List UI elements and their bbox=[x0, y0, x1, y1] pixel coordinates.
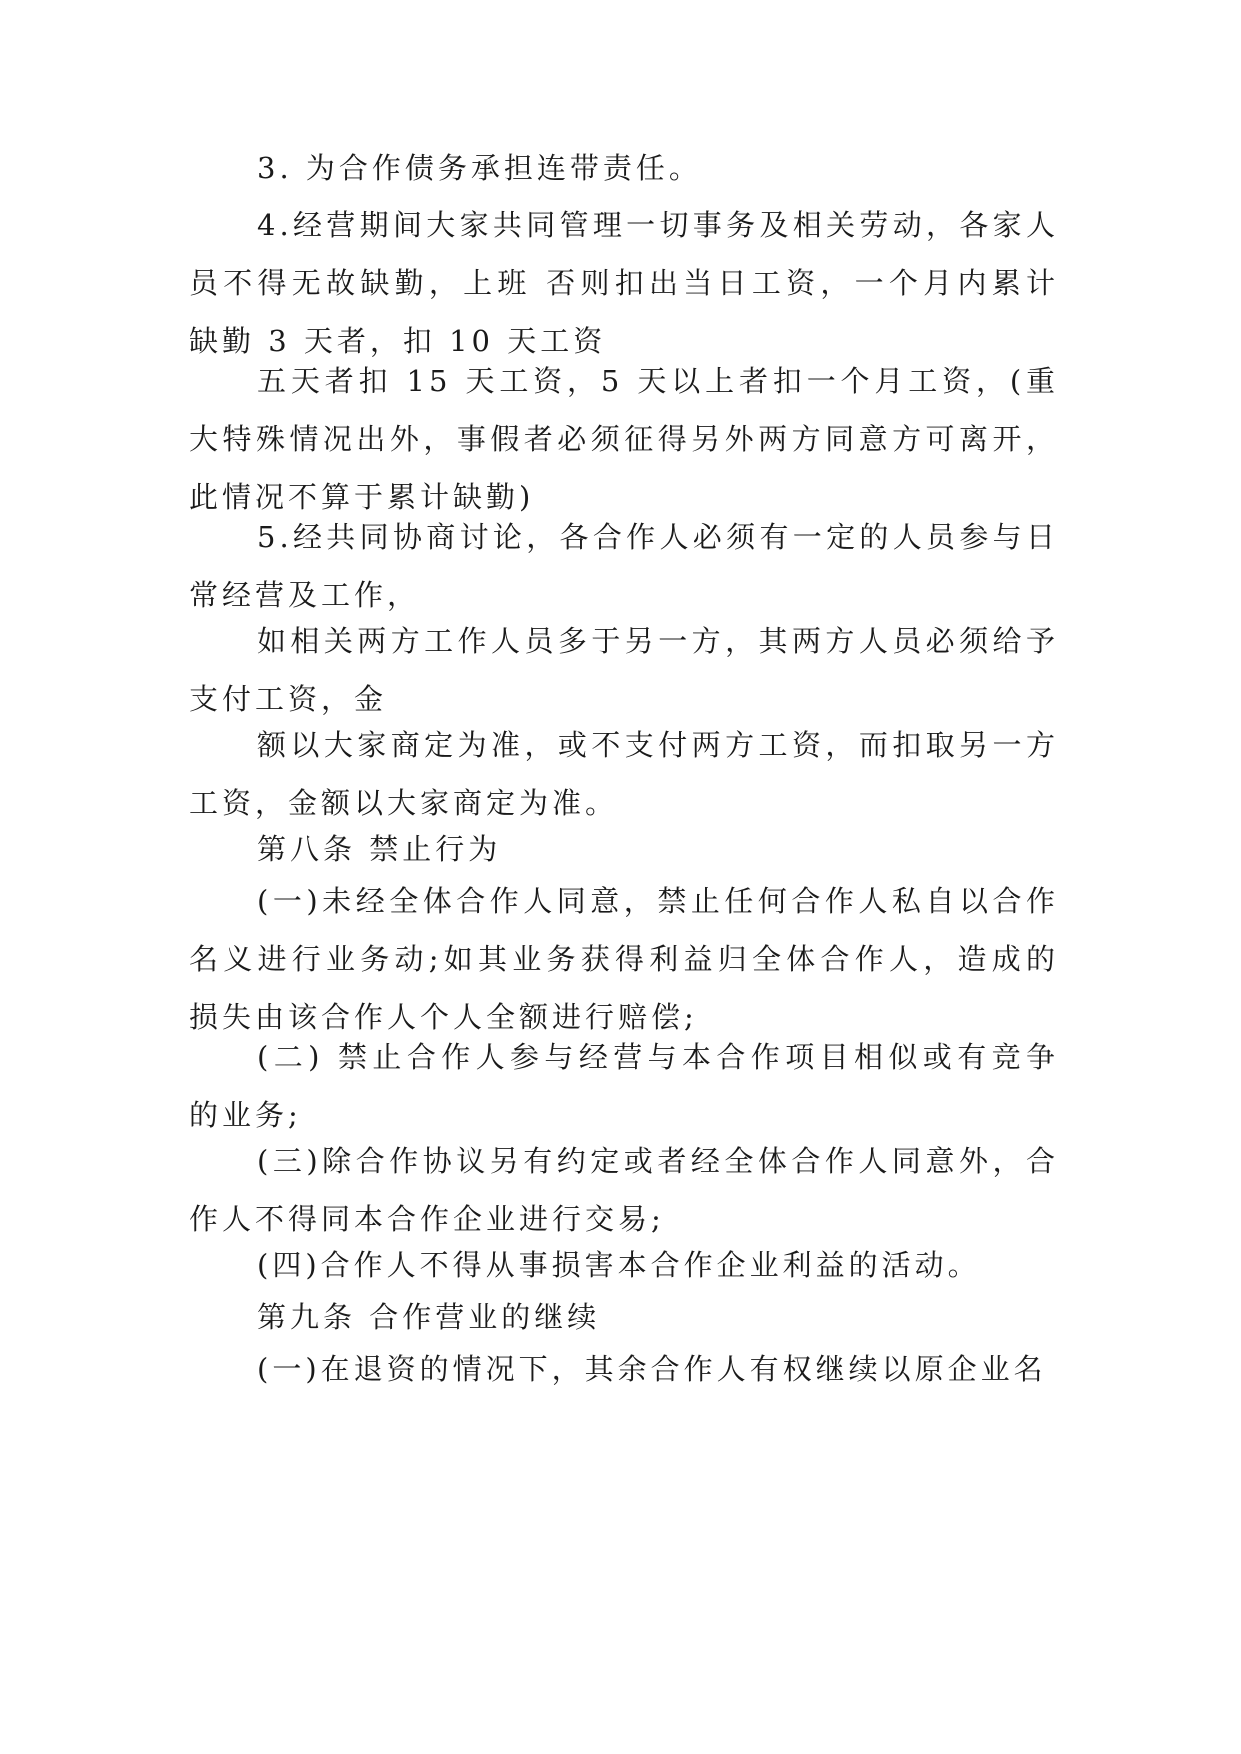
paragraph-2: 4.经营期间大家共同管理一切事务及相关劳动，各家人员不得无故缺勤，上班 否则扣出当日工资，一个月内累计缺勤 3 天者，扣 10 天工资 bbox=[189, 208, 1059, 358]
paragraph-10: (四)合作人不得从事损害本合作企业利益的活动。 bbox=[257, 1248, 981, 1282]
section-heading-8: 第八条 禁止行为 bbox=[257, 832, 502, 866]
paragraph-11: (一)在退资的情况下，其余合作人有权继续以原企业名 bbox=[257, 1352, 1047, 1386]
paragraph-9: (三)除合作协议另有约定或者经全体合作人同意外，合作人不得同本合作企业进行交易; bbox=[189, 1144, 1059, 1236]
paragraph-8: (二) 禁止合作人参与经营与本合作项目相似或有竞争的业务; bbox=[189, 1040, 1059, 1132]
paragraph-6: 额以大家商定为准，或不支付两方工资，而扣取另一方工资，金额以大家商定为准。 bbox=[189, 728, 1059, 820]
section-heading-9: 第九条 合作营业的继续 bbox=[257, 1300, 601, 1334]
paragraph-1: 3. 为合作债务承担连带责任。 bbox=[257, 151, 702, 185]
paragraph-3: 五天者扣 15 天工资，5 天以上者扣一个月工资，(重大特殊情况出外，事假者必须征得另外两方同意方可离开，此情况不算于累计缺勤) bbox=[189, 364, 1059, 514]
paragraph-7: (一)未经全体合作人同意，禁止任何合作人私自以合作名义进行业务动;如其业务获得利益归全体合作人，造成的损失由该合作人个人全额进行赔偿; bbox=[189, 884, 1059, 1034]
paragraph-5: 如相关两方工作人员多于另一方，其两方人员必须给予支付工资，金 bbox=[189, 624, 1059, 716]
paragraph-4: 5.经共同协商讨论，各合作人必须有一定的人员参与日常经营及工作， bbox=[189, 520, 1059, 612]
